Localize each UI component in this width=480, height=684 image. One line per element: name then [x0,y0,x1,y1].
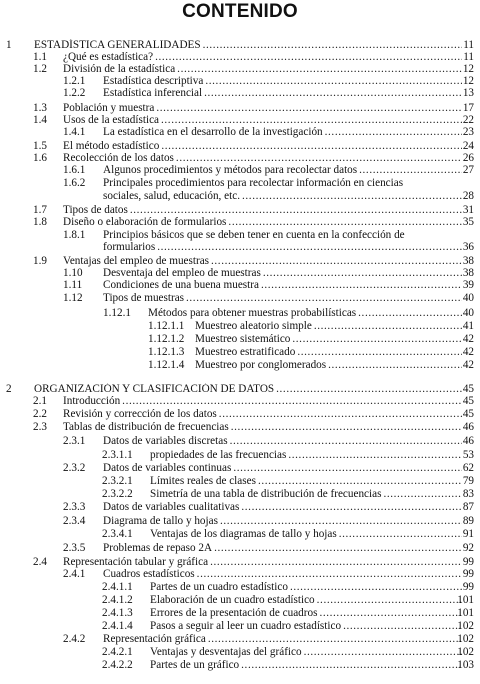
toc-entry[interactable] [0,542,480,554]
dot-leader [122,395,462,407]
toc-entry[interactable] [0,646,480,658]
toc-entry-title: Límites reales de clases [150,475,256,487]
toc-entry-page: 31 [462,204,474,216]
toc-entry-leader [103,87,462,99]
toc-entry-page: 46 [462,421,474,433]
dot-leader [208,633,462,645]
dot-leader [288,449,462,461]
toc-entry[interactable] [0,633,480,645]
toc-entry[interactable] [0,177,480,189]
dot-leader [176,152,462,164]
toc-entry-title: Recolección de los datos [63,152,174,164]
toc-entry-title: Representación tabular y gráfica [63,556,209,568]
toc-entry-page: 46 [462,435,474,447]
dot-leader [233,462,462,474]
toc-entry-number: 1.12 [63,292,83,304]
dot-leader [276,383,462,395]
toc-entry-number: 1.4 [33,114,47,126]
toc-entry-title: Diseño o elaboración de formularios [63,216,227,228]
toc-entry-number: 1.12.1 [103,307,131,319]
toc-entry[interactable] [0,581,480,593]
toc-entry[interactable] [0,346,480,358]
toc-entry-title: Diagrama de tallo y hojas [103,515,218,527]
toc-entry[interactable] [0,39,480,51]
toc-entry-leader [103,190,462,202]
toc-entry-number: 2.3.2 [63,462,86,474]
toc-entry-leader [150,607,462,619]
toc-entry-number: 2.3.2.2 [102,488,133,500]
toc-entry-leader [150,659,462,671]
dot-leader [214,542,462,554]
dot-leader [177,63,462,75]
toc-entry-page: 40 [462,307,474,319]
toc-entry-title: Estadística descriptiva [103,75,204,87]
dot-leader [161,114,462,126]
toc-entry-page: 45 [462,408,474,420]
toc-entry[interactable] [0,488,480,500]
toc-entry-page: 23 [462,126,474,138]
toc-entry[interactable] [0,140,480,152]
toc-entry-page: 99 [462,581,474,593]
dot-leader [263,267,462,279]
dot-leader [228,216,462,228]
toc-entry-number: 1.2.1 [63,75,86,87]
toc-entry-leader [103,542,462,554]
dot-leader [383,488,462,500]
dot-leader [211,255,462,267]
toc-entry-page: 92 [462,542,474,554]
toc-entry-title: Condiciones de una buena muestra [103,279,259,291]
toc-entry-number: 2.4.1.1 [102,581,133,593]
toc-entry-page: 101 [457,607,474,619]
toc-entry-leader [150,594,462,606]
toc-entry-page: 99 [462,568,474,580]
toc-entry-title: Simetría de una tabla de distribución de frecuencias [150,488,382,500]
toc-entry-title: Métodos para obtener muestras probabilísticas [148,307,357,319]
toc-entry-page: 12 [462,63,474,75]
toc-entry-page: 99 [462,556,474,568]
toc-entry[interactable] [0,75,480,87]
toc-entry-title: ORGANIZACIÓN Y CLASIFICACIÓN DE DATOS [34,383,275,395]
toc-entry-leader [63,556,462,568]
toc-entry-title: Datos de variables discretas [103,435,228,447]
toc-entry-title: Tablas de distribución de frecuencias [63,421,229,433]
toc-entry-number: 2.4.2.2 [102,659,133,671]
toc-entry-number: 1.8 [33,216,47,228]
toc-entry[interactable] [0,204,480,216]
toc-entry[interactable] [0,594,480,606]
dot-leader [220,515,462,527]
toc-entry-title: Estadística inferencial [103,87,203,99]
toc-entry-leader [63,152,462,164]
toc-entry-page: 45 [462,395,474,407]
toc-entry-number: 1 [6,39,12,51]
toc-entry-leader [103,229,462,241]
toc-entry-page: 17 [462,102,474,114]
toc-entry[interactable] [0,267,480,279]
toc-entry-leader [63,140,462,152]
toc-entry-number: 2.4.1.3 [102,607,133,619]
toc-entry-page: 83 [462,488,474,500]
toc-entry-title: El método estadístico [63,140,160,152]
toc-entry[interactable] [0,462,480,474]
toc-entry-number: 2.3 [33,421,47,433]
toc-entry-leader [150,581,462,593]
toc-entry[interactable] [0,449,480,461]
toc-entry-page: 24 [462,140,474,152]
toc-entry-page: 12 [462,75,474,87]
dot-leader [241,501,462,513]
toc-entry-page: 53 [462,449,474,461]
toc-entry[interactable] [0,421,480,433]
toc-entry-title: Principales procedimientos para recolectar información en ciencias [103,177,404,189]
toc-entry[interactable] [0,320,480,332]
toc-entry-title: Partes de un cuadro estadístico [150,581,288,593]
toc-entry-title: Datos de variables cualitativas [103,501,240,513]
toc-entry-page: 27 [462,164,474,176]
toc-entry-leader [150,449,462,461]
toc-entry-title: La estadística en el desarrollo de la investigación [103,126,323,138]
toc-entry-title: Muestreo por conglomerados [195,359,327,371]
dot-leader [219,408,462,420]
toc-entry-leader [103,177,462,189]
toc-entry-page: 11 [463,39,474,51]
toc-entry[interactable] [0,659,480,671]
toc-entry-number: 2.4.2 [63,633,86,645]
toc-entry[interactable] [0,475,480,487]
dot-leader [230,435,462,447]
toc-entry[interactable] [0,307,480,319]
toc-entry-leader [103,241,462,253]
toc-entry-number: 1.8.1 [63,229,86,241]
toc-entry-number: 2.2 [33,408,47,420]
toc-entry[interactable] [0,395,480,407]
toc-entry-number: 1.9 [33,255,47,267]
toc-entry-page: 38 [462,267,474,279]
toc-entry-title: Ventajas de los diagramas de tallo y hojas [150,528,337,540]
toc-entry[interactable] [0,114,480,126]
toc-entry-number: 2.3.3 [63,501,86,513]
toc-entry[interactable] [0,190,480,202]
toc-entry-title: Principios básicos que se deben tener en cuenta en la confección de [103,229,405,241]
dot-leader [242,190,462,202]
toc-entry-page: 42 [462,346,474,358]
toc-entry[interactable] [0,63,480,75]
dot-leader [157,241,462,253]
toc-entry-number: 2.3.4.1 [102,528,133,540]
toc-entry-number: 1.1 [33,51,47,63]
toc-entry-leader [103,568,462,580]
toc-entry-page: 22 [462,114,474,126]
toc-entry-number: 2 [6,383,12,395]
toc-entry[interactable] [0,152,480,164]
toc-entry-leader [63,255,462,267]
dot-leader [186,292,462,304]
toc-entry-title: sociales, salud, educación, etc. [103,190,240,202]
toc-entry[interactable] [0,607,480,619]
toc-entry-number: 2.4 [33,556,47,568]
toc-entry-number: 1.5 [33,140,47,152]
toc-entry-page: 101 [457,594,474,606]
toc-entry-leader [103,501,462,513]
toc-entry-leader [63,51,462,63]
toc-entry-leader [150,528,462,540]
toc-entry-leader [150,488,462,500]
toc-entry-number: 1.2.2 [63,87,86,99]
dot-leader [204,87,462,99]
toc-entry-leader [103,164,462,176]
toc-entry-title: Población y muestra [63,102,155,114]
toc-entry[interactable] [0,435,480,447]
toc-entry[interactable] [0,359,480,371]
toc-entry[interactable] [0,216,480,228]
toc-entry[interactable] [0,255,480,267]
toc-entry-number: 2.3.4 [63,515,86,527]
toc-entry-leader [103,435,462,447]
toc-entry-title: Revisión y corrección de los datos [63,408,217,420]
toc-entry[interactable] [0,241,480,253]
toc-entry-title: Partes de un gráfico [150,659,240,671]
toc-entry-page: 11 [463,51,474,63]
toc-entry-number: 2.4.1 [63,568,86,580]
dot-leader [325,126,462,138]
toc-entry-number: 1.2 [33,63,47,75]
toc-entry-page: 102 [457,633,474,645]
toc-entry-leader [195,333,462,345]
dot-leader [210,556,462,568]
toc-entry-leader [195,346,462,358]
toc-entry-leader [150,646,462,658]
toc-entry-leader [103,462,462,474]
toc-entry-leader [103,292,462,304]
toc-entry-leader [103,633,462,645]
toc-entry-title: Usos de la estadística [63,114,160,126]
toc-entry-page: 36 [462,241,474,253]
toc-entry-number: 2.4.2.1 [102,646,133,658]
dot-leader [156,102,462,114]
toc-entry-title: Tipos de muestras [103,292,185,304]
toc-entry-title: Muestreo estratificado [195,346,296,358]
toc-entry-number: 1.12.1.2 [148,333,185,345]
page-title: CONTENIDO [182,1,298,22]
toc-entry-page: 28 [462,190,474,202]
dot-leader [317,594,462,606]
toc-entry-leader [195,359,462,371]
toc-entry-number: 2.3.1.1 [102,449,133,461]
dot-leader [161,140,462,152]
toc-entry-leader [150,620,462,632]
toc-entry-title: Tipos de datos [63,204,128,216]
toc-entry[interactable] [0,528,480,540]
dot-leader [203,39,462,51]
toc-entry-title: Algunos procedimientos y métodos para recolectar datos [103,164,358,176]
toc-entry-leader [150,475,462,487]
toc-entry-page: 79 [462,475,474,487]
toc-entry-leader [63,408,462,420]
toc-entry-title: Problemas de repaso 2A [103,542,213,554]
toc-entry-title: formularios [103,241,156,253]
dot-leader [130,204,462,216]
toc-entry-title: Muestreo aleatorio simple [195,320,312,332]
dot-leader [231,421,462,433]
toc-entry-page: 39 [462,279,474,291]
toc-entry-leader [63,114,462,126]
toc-entry-leader [63,204,462,216]
toc-entry-number: 1.6.1 [63,164,86,176]
toc-entry[interactable] [0,51,480,63]
dot-leader [343,620,462,632]
dot-leader [314,320,462,332]
dot-leader [328,359,462,371]
toc-entry-page: 38 [462,255,474,267]
dot-leader [339,528,462,540]
toc-entry-title: Elaboración de un cuadro estadístico [150,594,315,606]
toc-entry[interactable] [0,333,480,345]
toc-entry-number: 2.3.2.1 [102,475,133,487]
toc-entry-number: 1.12.1.3 [148,346,185,358]
toc-entry-title: Ventajas y desventajas del gráfico [150,646,302,658]
toc-entry-page: 62 [462,462,474,474]
toc-entry[interactable] [0,102,480,114]
toc-entry-leader [63,102,462,114]
toc-entry-page: 26 [462,152,474,164]
dot-leader [319,607,462,619]
toc-entry-title: propiedades de las frecuencias [150,449,287,461]
toc-entry-page: 103 [457,659,474,671]
toc-entry-page: 102 [457,620,474,632]
toc-entry-page: 89 [462,515,474,527]
toc-entry-number: 1.6.2 [63,177,86,189]
toc-entry-leader [103,515,462,527]
toc-entry-page: 13 [462,87,474,99]
toc-entry-page: 42 [462,333,474,345]
toc-entry-title: Desventaja del empleo de muestras [103,267,261,279]
dot-leader [197,568,462,580]
dot-leader [297,346,462,358]
dot-leader [261,279,462,291]
toc-entry-number: 2.4.1.4 [102,620,133,632]
toc-entry-number: 2.3.1 [63,435,86,447]
toc-entry-page: 42 [462,359,474,371]
toc-entry-number: 1.11 [63,279,83,291]
toc-entry-number: 1.7 [33,204,47,216]
toc-entry[interactable] [0,556,480,568]
toc-entry-page: 40 [462,292,474,304]
toc-entry-number: 1.6 [33,152,47,164]
toc-entry-title: ESTADÍSTICA GENERALIDADES [34,39,201,51]
toc-entry-number: 1.12.1.1 [148,320,185,332]
dot-leader [258,475,462,487]
toc-entry[interactable] [0,229,480,241]
toc-entry-leader [103,267,462,279]
toc-entry-number: 1.10 [63,267,83,279]
dot-leader [205,75,462,87]
toc-entry-leader [103,279,462,291]
dot-leader [155,51,462,63]
toc-entry-leader [63,395,462,407]
toc-entry-number: 2.4.1.2 [102,594,133,606]
toc-entry-title: División de la estadística [63,63,176,75]
toc-entry[interactable] [0,620,480,632]
toc-entry-title: Pasos a seguir al leer un cuadro estadístico [150,620,342,632]
toc-entry-leader [148,307,462,319]
toc-entry-leader [103,126,462,138]
toc-entry-title: Cuadros estadísticos [103,568,195,580]
toc-entry[interactable] [0,164,480,176]
toc-entry[interactable] [0,501,480,513]
toc-entry-leader [34,39,462,51]
toc-entry-leader [195,320,462,332]
toc-entry[interactable] [0,292,480,304]
toc-entry[interactable] [0,383,480,395]
toc-entry-title: Muestreo sistemático [195,333,291,345]
toc-entry-number: 1.4.1 [63,126,86,138]
toc-entry-title: Errores de la presentación de cuadros [150,607,318,619]
toc-entry-title: Representación gráfica [103,633,206,645]
toc-entry-page: 35 [462,216,474,228]
toc-entry-page: 87 [462,501,474,513]
dot-leader [359,164,462,176]
toc-entry-leader [63,216,462,228]
toc-entry-leader [63,421,462,433]
toc-entry-page: 41 [462,320,474,332]
toc-entry-title: Datos de variables continuas [103,462,232,474]
toc-entry-title: Introducción [63,395,121,407]
toc-entry[interactable] [0,87,480,99]
toc-entry-number: 2.1 [33,395,47,407]
toc-entry-page: 102 [457,646,474,658]
toc-entry-title: ¿Qué es estadística? [63,51,154,63]
toc-entry[interactable] [0,568,480,580]
dot-leader [304,646,462,658]
dot-leader [290,581,462,593]
toc-entry[interactable] [0,408,480,420]
toc-entry-number: 1.3 [33,102,47,114]
dot-leader [241,659,462,671]
toc-entry-page: 45 [462,383,474,395]
toc-entry[interactable] [0,515,480,527]
dot-leader [292,333,462,345]
toc-entry[interactable] [0,126,480,138]
toc-entry-page: 91 [462,528,474,540]
toc-entry-title: Ventajas del empleo de muestras [63,255,210,267]
toc-entry-leader [34,383,462,395]
toc-entry[interactable] [0,279,480,291]
toc-entry-number: 1.12.1.4 [148,359,185,371]
dot-leader [358,307,462,319]
toc-entry-leader [63,63,462,75]
toc-entry-leader [103,75,462,87]
toc-entry-number: 2.3.5 [63,542,86,554]
